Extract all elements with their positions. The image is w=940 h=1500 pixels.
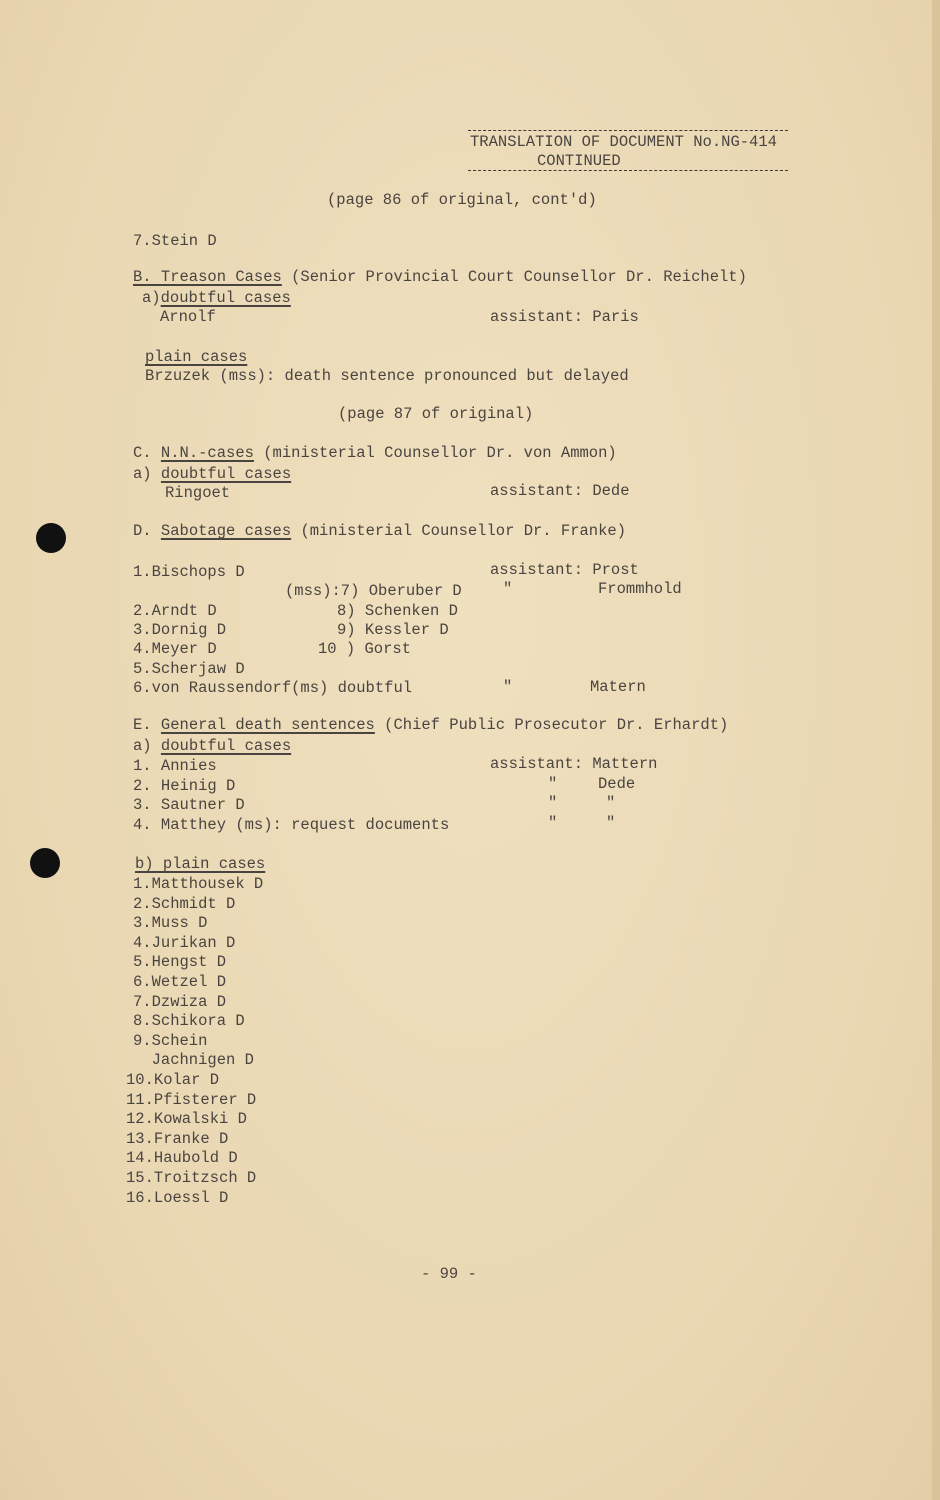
list-item: 1. Annies: [133, 757, 217, 775]
section-detail: (ministerial Counsellor Dr. von Ammon): [253, 444, 617, 462]
list-item: Ringoet: [165, 484, 231, 502]
list-item: Brzuzek (mss): death sentence pronounced but delayed: [145, 367, 629, 385]
list-item: 13.Franke D: [126, 1129, 229, 1148]
ditto-mark: ": [548, 775, 558, 793]
subheading-label: doubtful cases: [160, 737, 292, 755]
list-item: 3. Sautner D: [133, 796, 245, 814]
list-item: 2. Heinig D: [133, 777, 236, 795]
list-item: 9.Schein: [133, 1031, 208, 1050]
subheading-label: b) plain cases: [135, 855, 266, 873]
list-item: 2.Schmidt D: [133, 894, 236, 913]
list-item: Jachnigen D: [133, 1051, 254, 1070]
ditto-mark: ": [548, 794, 558, 812]
list-item: 4.Jurikan D: [133, 933, 236, 952]
section-label: N.N.-cases: [160, 444, 254, 462]
list-item: 3.Dornig D: [133, 621, 227, 639]
section-d-heading: [133, 522, 626, 540]
subheading-label: plain cases: [145, 348, 248, 366]
subheading: [133, 465, 291, 483]
subheading-prefix: a): [133, 465, 152, 483]
section-label: Sabotage cases: [160, 522, 292, 540]
page-reference: (page 86 of original, cont'd): [327, 191, 597, 209]
list-item: 7.Dzwiza D: [133, 992, 227, 1011]
section-c-heading: [133, 444, 617, 462]
list-item: (mss):7) Oberuber D: [285, 582, 462, 600]
section-label: B. Treason Cases: [133, 268, 282, 286]
subheading: [133, 737, 291, 755]
list-item: 1.Matthousek D: [133, 875, 264, 893]
list-item: 8) Schenken D: [337, 602, 458, 620]
section-prefix: E.: [133, 716, 152, 734]
page-number: - 99 -: [421, 1265, 477, 1283]
list-item: 2.Arndt D: [133, 602, 217, 620]
list-item: 9) Kessler D: [337, 621, 449, 639]
ditto-mark: ": [548, 814, 558, 832]
subheading: [142, 289, 291, 307]
section-detail: (Chief Public Prosecutor Dr. Erhardt): [374, 716, 729, 734]
subheading-prefix: a): [133, 737, 152, 755]
assistant-note: assistant: Prost: [490, 561, 639, 579]
punch-hole: [36, 523, 66, 553]
assistant-note: assistant: Mattern: [490, 755, 658, 773]
section-detail: (Senior Provincial Court Counsellor Dr. Reichelt): [281, 268, 747, 286]
list-item: 10.Kolar D: [126, 1071, 220, 1089]
list-item: 6.Wetzel D: [133, 973, 227, 991]
list-item: 15.Troitzsch D: [126, 1169, 257, 1187]
assistant-name: Dede: [598, 775, 636, 793]
list-item: 12.Kowalski D: [126, 1110, 247, 1129]
list-item: 6.von Raussendorf(ms) doubtful: [133, 679, 413, 697]
section-prefix: D.: [133, 522, 152, 540]
list-item: 3.Muss D: [133, 914, 208, 933]
section-prefix: C.: [133, 444, 152, 462]
list-item: 16.Loessl D: [126, 1188, 229, 1207]
list-item: 5.Hengst D: [133, 953, 227, 972]
assistant-name: Matern: [590, 678, 646, 696]
ditto-mark: ": [606, 814, 616, 832]
header-rule-bottom: [468, 170, 788, 171]
subheading-label: doubtful cases: [160, 465, 292, 483]
list-item: 11.Pfisterer D: [126, 1090, 257, 1109]
page-reference: (page 87 of original): [338, 405, 534, 423]
list-item: 4.Meyer D: [133, 640, 217, 658]
section-detail: (ministerial Counsellor Dr. Franke): [291, 522, 627, 540]
section-b-heading: [133, 268, 747, 286]
document-subtitle: CONTINUED: [537, 152, 621, 170]
list-item: 10 ) Gorst: [318, 640, 412, 658]
assistant-note: assistant: Dede: [490, 482, 630, 500]
document-title: TRANSLATION OF DOCUMENT No.NG-414: [470, 133, 777, 151]
ditto-mark: ": [503, 580, 513, 598]
subheading-label: doubtful cases: [160, 289, 291, 307]
list-item: 4. Matthey (ms): request documents: [133, 816, 450, 834]
subheading-prefix: a): [142, 289, 161, 307]
list-item: Arnolf: [160, 308, 216, 326]
list-item: 8.Schikora D: [133, 1012, 245, 1031]
list-item: 1.Bischops D: [133, 563, 245, 581]
list-item: 14.Haubold D: [126, 1149, 238, 1168]
punch-hole: [30, 848, 60, 878]
section-e-heading: [133, 716, 728, 734]
list-item: 5.Scherjaw D: [133, 660, 245, 678]
page-edge: [932, 0, 940, 1500]
ditto-mark: ": [606, 794, 616, 812]
header-rule-top: [468, 130, 788, 131]
ditto-mark: ": [503, 678, 513, 696]
section-label: General death sentences: [160, 716, 375, 734]
list-item: 7.Stein D: [133, 232, 217, 250]
assistant-note: assistant: Paris: [490, 308, 639, 326]
assistant-name: Frommhold: [598, 580, 682, 598]
